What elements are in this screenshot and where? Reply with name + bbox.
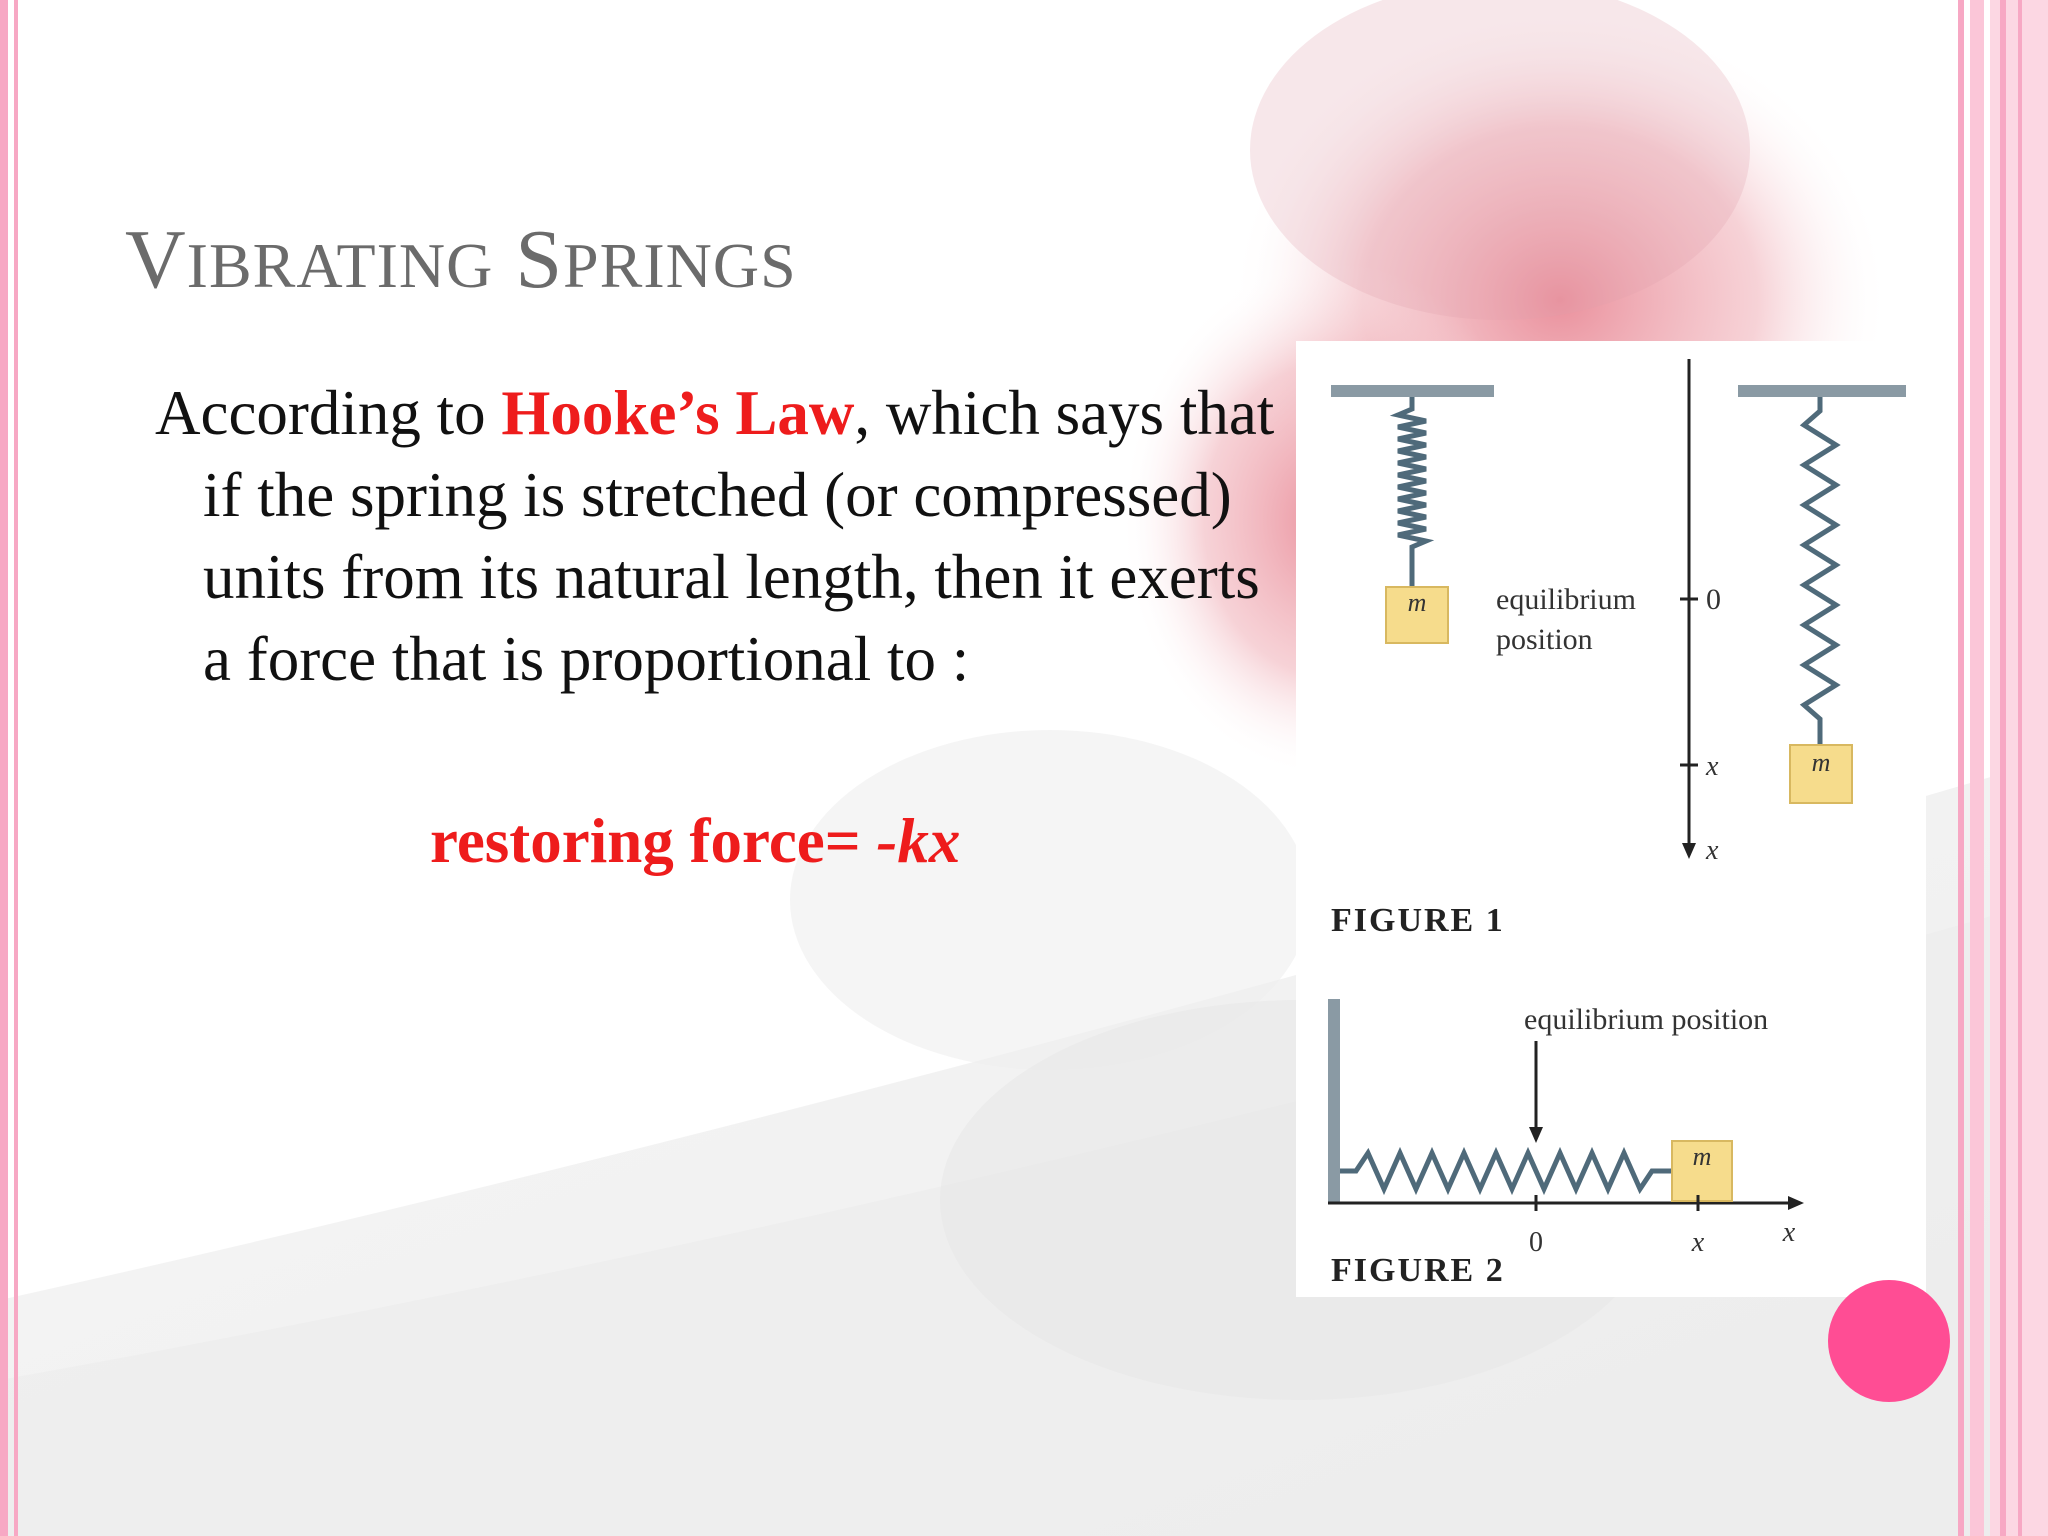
formula-expression: -kx bbox=[876, 806, 961, 876]
body-part-1: According to bbox=[155, 378, 502, 448]
left-mass-label: m bbox=[1407, 587, 1427, 617]
fig2-axis-x-label: x bbox=[1782, 1217, 1796, 1248]
fig1-axis-arrowhead bbox=[1682, 843, 1696, 859]
fig1-equilibrium-label-line1: equilibrium bbox=[1496, 583, 1636, 616]
body-part-2: , which says that if the spring is stretched (or compressed) units from its natural length, then it exerts a force that is proportional to : bbox=[203, 378, 1275, 694]
fig2-equilibrium-label: equilibrium position bbox=[1524, 1003, 1769, 1036]
figure-2-caption: FIGURE 2 bbox=[1331, 1252, 1505, 1289]
accent-circle bbox=[1828, 1280, 1950, 1402]
fig1-axis-x-end-label: x bbox=[1706, 835, 1719, 866]
formula-label: restoring force= bbox=[430, 806, 877, 876]
spring-figures-diagram bbox=[1296, 341, 1926, 1297]
fig2-equilibrium-arrowhead bbox=[1529, 1127, 1543, 1143]
slide-title bbox=[125, 210, 797, 316]
fig2-axis-arrowhead bbox=[1788, 1196, 1804, 1210]
hookes-law-paragraph bbox=[155, 372, 1275, 700]
figure-1-caption: FIGURE 1 bbox=[1331, 902, 1505, 939]
fig2-spring bbox=[1340, 1153, 1672, 1189]
title-initial-1: V bbox=[125, 213, 187, 306]
fig2-tick-zero-label: 0 bbox=[1529, 1227, 1543, 1258]
spring-figures-panel bbox=[1296, 341, 1926, 1297]
hookes-law-highlight: Hooke’s Law bbox=[501, 378, 855, 448]
fig2-mass-label: m bbox=[1692, 1141, 1712, 1171]
right-ceiling bbox=[1738, 385, 1906, 397]
fig2-tick-x-label: x bbox=[1691, 1227, 1705, 1258]
fig1-axis-zero: 0 bbox=[1706, 583, 1721, 616]
left-spring bbox=[1398, 397, 1426, 587]
left-ceiling bbox=[1331, 385, 1494, 397]
right-spring bbox=[1804, 397, 1836, 745]
fig2-wall bbox=[1328, 999, 1340, 1203]
restoring-force-formula bbox=[430, 800, 1230, 882]
right-mass-label: m bbox=[1811, 747, 1831, 777]
fig1-axis-x-tick-label: x bbox=[1706, 751, 1719, 782]
title-rest-2: PRINGS bbox=[563, 230, 797, 301]
body-text bbox=[155, 372, 1275, 700]
fig1-equilibrium-label-line2: position bbox=[1496, 623, 1593, 656]
title-rest-1: IBRATING bbox=[186, 230, 494, 301]
title-initial-2: S bbox=[515, 213, 564, 306]
